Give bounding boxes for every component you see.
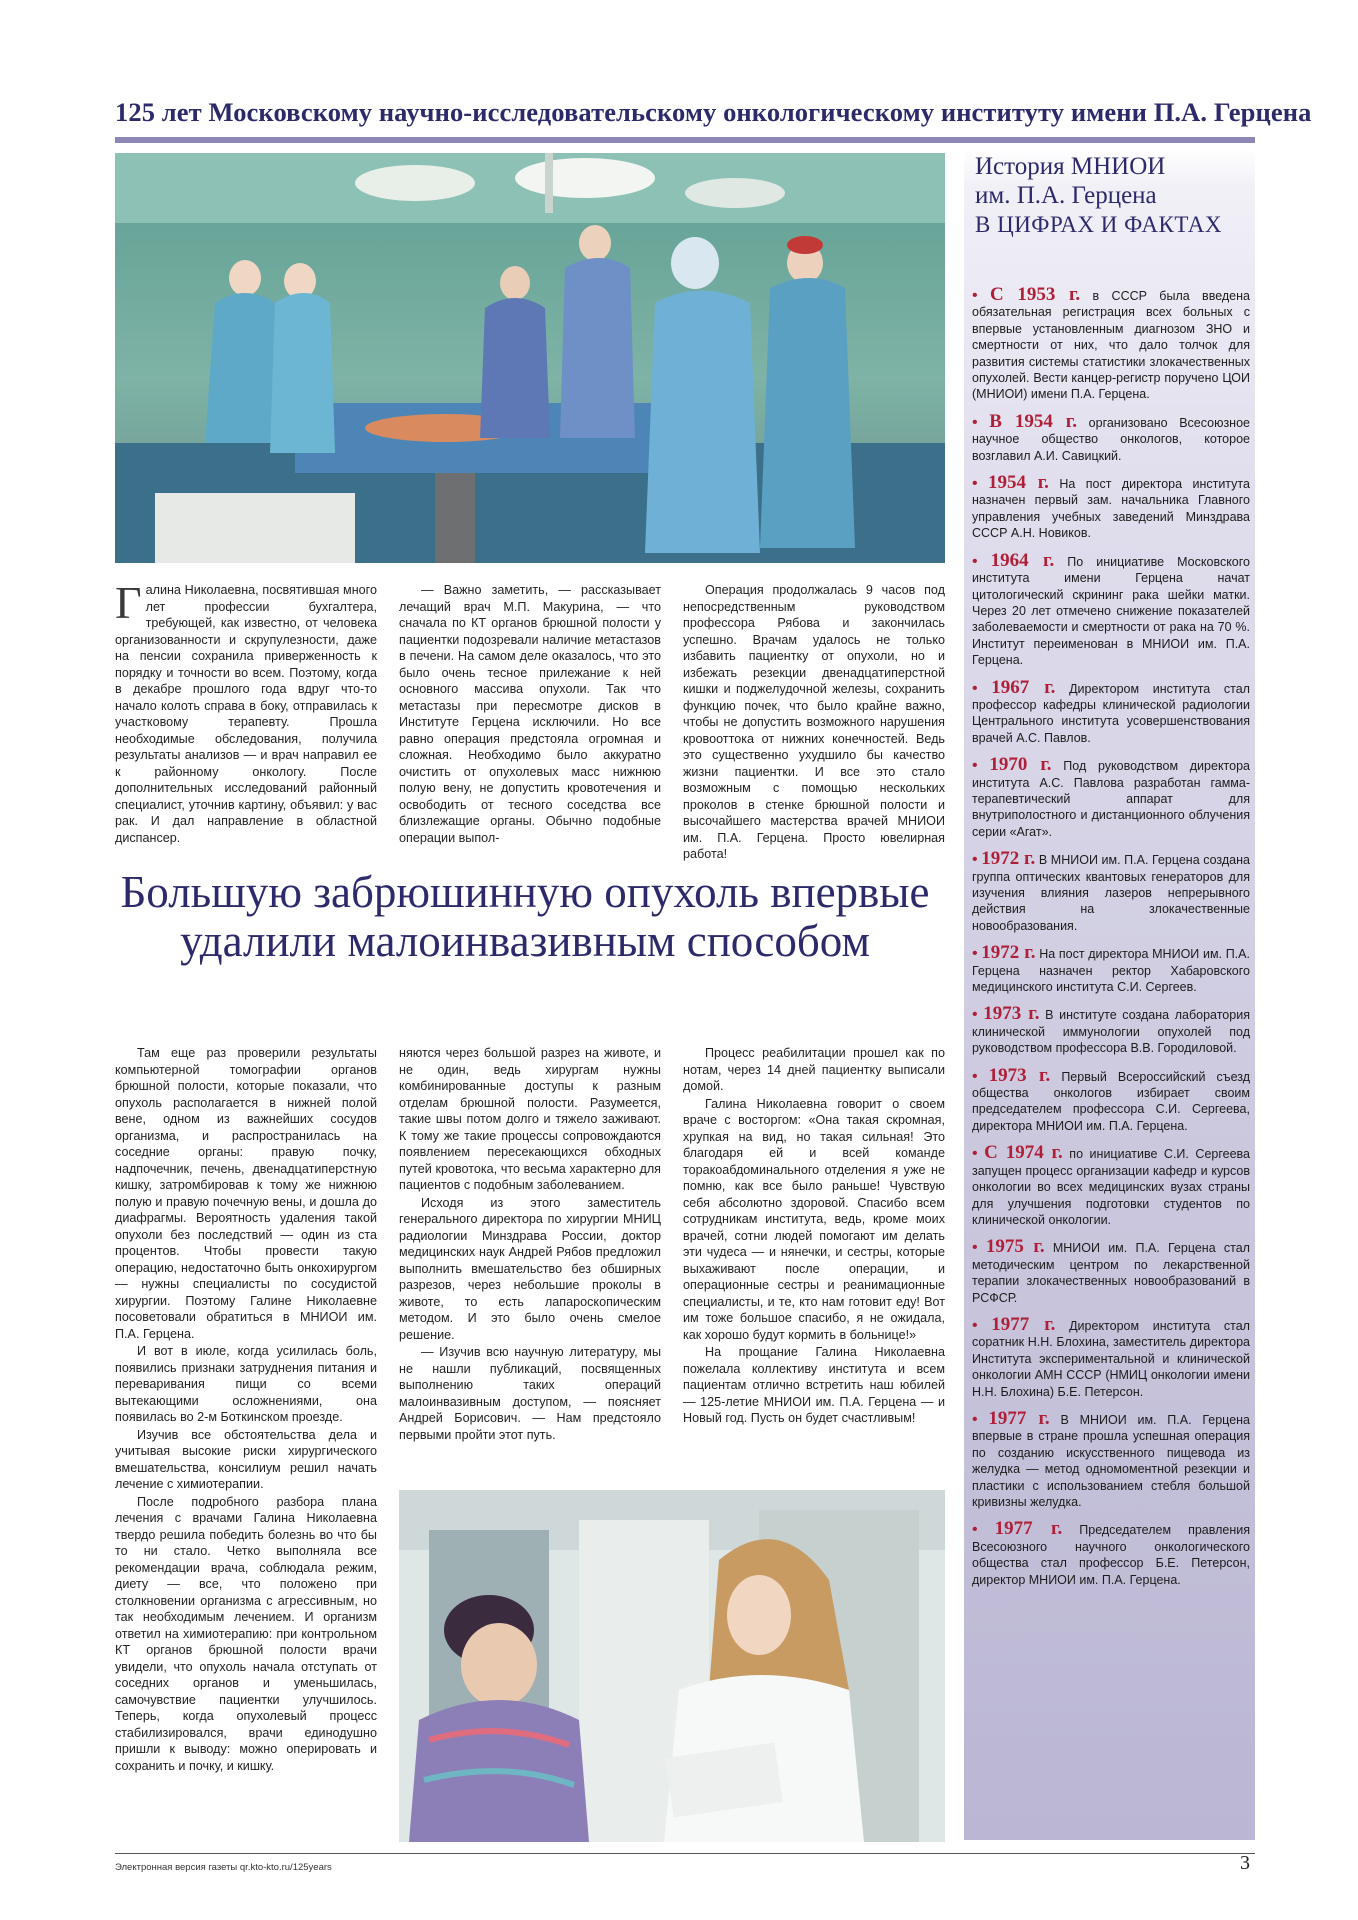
header-rule	[115, 137, 1255, 143]
fact-year: 1970 г.	[989, 754, 1052, 776]
fact-text: В институте создана лаборатория клинической иммунологии опухолей под руководством профессора В.В. Городиловой.	[972, 1008, 1250, 1056]
fact-year: 1972 г.	[981, 942, 1036, 964]
patient-doctor-photo	[399, 1490, 945, 1842]
article-paragraph: — Изучив всю научную литературу, мы не нашли публикаций, посвященных выполнению таких операций малоинвазивным доступом, — поясняет Андрей Борисович. — Нам предстояло первыми пройти этот путь.	[399, 1345, 661, 1442]
fact-text: Под руководством директора института А.С. Павлова разработан гамма-терапевтический аппарат для внутриполостного и дистанционного облучения серии «Агат».	[972, 759, 1250, 839]
sidebar-title-line-3: В ЦИФРАХ И ФАКТАХ	[975, 212, 1222, 237]
fact-text: Директором института стал соратник Н.Н. Блохина, заместитель директора Института экспериментальной и клинической онкологии АМН СССР (НМИЦ онкологии имени Н.Н. Блохина) Б.Е. Петерсон.	[972, 1318, 1250, 1399]
fact-text: Первый Всероссийский съезд общества онкологов избирает своим председателем профессора С.И. Сергеева, директора МНИОИ им. П.А. Герцена.	[972, 1069, 1250, 1133]
article-top-col1-text: алина Николаевна, посвятившая много лет профессии бухгалтера, требующей, как известно, от человека организованности и скрупулезности, даже на пенсии сохранила приверженность к порядку и точности во всем. Поэтому, когда в декабре прошлого года вдруг что-то начало колоть справа в боку, отправилась к участковому терапевту. Прошла необходимые обследования, получила результаты анализов — и врач направил ее к районному онкологу. После дополнительных исследований районный специалист, уточнив картину, объявил: у вас рак. И дал направление в областной диспансер.	[115, 583, 377, 845]
sidebar-title-line-2: им. П.А. Герцена	[975, 182, 1157, 209]
fact-text: В МНИОИ им. П.А. Герцена создана группа оптических квантовых генераторов для изучения влияния лазеров непрерывного действия на злокачественные новообразования.	[972, 853, 1250, 933]
article-paragraph: Исходя из этого заместитель генерального директора по хирургии МНИЦ радиологии Минздрава России, доктор медицинских наук Андрей Рябов предложил выполнить вмешательство без обширных разрезов, через небольшие проколы в животе, то есть лапароскопическим методом. И это было очень смелое решение.	[399, 1195, 661, 1342]
bullet-icon: •	[972, 1067, 978, 1085]
bullet-icon: •	[972, 851, 978, 869]
fact-item	[972, 472, 1250, 542]
fact-year: С 1953 г.	[989, 284, 1081, 305]
bullet-icon: •	[972, 1239, 978, 1257]
article-top-col3-text: Операция продолжалась 9 часов под непосредственным руководством профессора Рябова и закончилась успешно. Врачам удалось не только избавить пациентку от опухоли, но и избежать резекции двенадцатиперстной кишки и поджелудочной железы, сохранить функцию почек, что было крайне важно, чтобы не допустить возможного нарушения кровооттока от нижних конечностей. Ведь это существенно ухудшило бы качество жизни пациентки. И все это стало возможным с помощью нескольких проколов в стенке брюшной полости и высочайшего мастерства врачей МНИОИ им. П.А. Герцена. Просто ювелирная работа!	[683, 583, 945, 861]
article-top-col2-text: — Важно заметить, — рассказывает лечащий врач М.П. Макурина, — что сначала по КТ органов брюшной полости у пациентки подозревали наличие метастазов в печени. На самом деле оказалось, что это было очень тесное прилежание к ней основного массива опухоли. Так что метастазы при пересмотре дисков в Институте Герцена исключили. Но все равно операция предстояла огромная и сложная. Необходимо было аккуратно очистить от опухолевых масс нижнюю полую вену, не допустить кровотечения и освободить от тесного соседства все близлежащие органы. Обычно подобные операции выпол-	[399, 583, 661, 845]
sidebar-title	[975, 152, 1255, 239]
facts-list	[972, 284, 1250, 1599]
article-paragraph: И вот в июле, когда усилилась боль, появились признаки затруднения питания и переваривания пищи со всеми вытекающими осложнениями, она появилась во 2-м Боткинском проезде.	[115, 1344, 377, 1424]
fact-item	[972, 1236, 1250, 1306]
surgery-photo	[115, 153, 945, 563]
drop-cap: Г	[115, 577, 142, 628]
fact-item	[972, 848, 1250, 934]
sidebar-title-line-1: История МНИОИ	[975, 153, 1166, 180]
fact-item	[972, 942, 1250, 995]
fact-year: 1967 г.	[991, 676, 1056, 698]
bullet-icon: •	[972, 287, 978, 304]
fact-text: по инициативе С.И. Сергеева запущен процесс организации кафедр и курсов онкологии во всех медицинских вузах страны для улучшения подготовки студентов по клинической онкологии.	[972, 1147, 1250, 1227]
page-header-title: 125 лет Московскому научно-исследовательскому онкологическому институту имени П.А. Герцена	[115, 97, 1312, 127]
fact-year: 1964 г.	[990, 549, 1055, 571]
fact-item	[972, 1003, 1250, 1056]
fact-year: 1973 г.	[983, 1003, 1040, 1025]
fact-text: Председателем правления Всесоюзного научного онкологического общества стал профессор Б.Е. Петерсон, директор МНИОИ им. П.А. Герцена.	[972, 1523, 1250, 1587]
article-paragraph: няются через большой разрез на животе, и не один, ведь хирургам нужны комбинированные доступы к разным отделам брюшной полости. Разумеется, такие швы потом долго и тяжело заживают. К тому же такие процессы сопровождаются появлением пересекающихся обходных путей кровотока, что весьма характерно для пациентов с подобным заболеванием.	[399, 1046, 661, 1192]
fact-text: организовано Всесоюзное научное общество онкологов, которое возглавил А.И. Савицкий.	[972, 415, 1250, 463]
article-top-column-3	[683, 582, 945, 863]
bullet-icon: •	[972, 945, 978, 963]
fact-year: 1977 г.	[994, 1518, 1063, 1540]
article-paragraph: Там еще раз проверили результаты компьютерной томографии органов брюшной полости, которые показали, что опухоль располагается в нижней полой вене, одном из важнейших сосудов организма, и распространилась на соседние органы: правую почку, надпочечник, печень, двенадцатиперстную кишку, затромбировав к тому же нижнюю полую и правую почечную вены, и дошла до диафрагмы. Вероятность удаления такой опухоли без последствий — один из ста процентов. Чтобы провести такую операцию, недостаточно быть онкохирургом — нужны специалисты по сосудистой хирургии. Поэтому Галине Николаевне посоветовали обратиться в МНИОИ им. П.А. Герцена.	[115, 1046, 377, 1341]
fact-year: В 1954 г.	[989, 410, 1078, 432]
bullet-icon: •	[972, 1521, 978, 1539]
fact-year: 1975 г.	[985, 1236, 1045, 1258]
fact-item	[972, 1313, 1250, 1400]
fact-item	[972, 284, 1250, 403]
bullet-icon: •	[972, 679, 978, 697]
fact-year: 1977 г.	[988, 1407, 1050, 1429]
fact-item	[972, 1518, 1250, 1588]
fact-item	[972, 754, 1250, 840]
article-paragraph: Процесс реабилитации прошел как по нотам, через 14 дней пациентку выписали домой.	[683, 1046, 945, 1093]
bullet-icon: •	[972, 757, 978, 775]
bullet-icon: •	[972, 475, 978, 493]
fact-item	[972, 1142, 1250, 1228]
article-headline: Большую забрюшинную опухоль впервые удалили малоинвазивным способом	[120, 867, 930, 966]
fact-year: 1973 г.	[988, 1064, 1051, 1086]
article-paragraph: После подробного разбора плана лечения с врачами Галина Николаевна твердо решила победить болезнь во что бы то ни стало. Четко выполняла все рекомендации врача, соблюдала режим, диету — все, что положено при столкновении организма с агрессивным, но так необходимым лечением. И организм ответил на химиотерапию: при контрольном КТ органов брюшной полости врачи увидели, что опухоль начала отступать от соседних органов и уменьшилась, самочувствие пациентки улучшилось. Теперь, когда опухолевый процесс стабилизировался, врачи единодушно пришли к выводу: можно оперировать и сохранить и почку, и кишку.	[115, 1494, 377, 1773]
fact-item	[972, 410, 1250, 464]
article-paragraph: Изучив все обстоятельства дела и учитывая высокие риски хирургического вмешательства, консилиум решил начать лечение с химиотерапии.	[115, 1427, 377, 1491]
article-bottom-column-3	[683, 1045, 945, 1427]
fact-text: На пост директора института назначен первый зам. начальника Главного управления учебных заведений Минздрава СССР А.Н. Новиков.	[972, 477, 1250, 541]
footer-rule	[115, 1853, 1255, 1854]
article-bottom-column-1	[115, 1045, 377, 1774]
bullet-icon: •	[972, 1006, 978, 1024]
fact-text: МНИОИ им. П.А. Герцена стал методическим центром по лекарственной терапии злокачественных новообразований в РСФСР.	[972, 1241, 1250, 1305]
fact-item	[972, 1064, 1250, 1135]
article-top-column-1	[115, 577, 377, 846]
article-paragraph: На прощание Галина Николаевна пожелала коллективу института и всем пациентам отлично встретить наш юбилей — 125-летие МНИОИ им. П.А. Герцена — и Новый год. Пусть он будет счастливым!	[683, 1345, 945, 1425]
fact-year: С 1974 г.	[984, 1142, 1063, 1164]
fact-year: 1954 г.	[988, 472, 1049, 494]
bullet-icon: •	[972, 1316, 978, 1334]
article-top-column-2	[399, 582, 661, 846]
fact-item	[972, 1407, 1250, 1510]
fact-item	[972, 549, 1250, 669]
fact-text: Директором института стал профессор кафедры клинической радиологии Центрального института усовершенствования врачей А.С. Павлов.	[972, 681, 1250, 745]
fact-text: В МНИОИ им. П.А. Герцена впервые в стране прошла успешная операция по созданию искусственного пищевода из желудка — метод одномоментной резекции и пластики с использованием стебля большой кривизны желудка.	[972, 1412, 1250, 1509]
page-number: 3	[1240, 1852, 1250, 1874]
bullet-icon: •	[972, 413, 978, 431]
fact-text: в СССР была введена обязательная регистрация всех больных с впервые установленным диагнозом ЗНО и смертности от них, что дало толчок для развития системы статистики злокачественных опухолей. Вести канцер-регистр поручено ЦОИ (МНИОИ) имени П.А. Герцена.	[972, 289, 1250, 402]
footer-source: Электронная версия газеты qr.kto-kto.ru/125years	[115, 1862, 332, 1873]
bullet-icon: •	[972, 1410, 978, 1428]
fact-year: 1972 г.	[981, 848, 1036, 870]
bullet-icon: •	[972, 1145, 978, 1163]
fact-item	[972, 676, 1250, 747]
article-bottom-column-2	[399, 1045, 661, 1443]
bullet-icon: •	[972, 552, 978, 570]
fact-text: На пост директора МНИОИ им. П.А. Герцена назначен ректор Хабаровского медицинского института С.И. Сергеев.	[972, 947, 1250, 995]
article-paragraph: Галина Николаевна говорит о своем враче с восторгом: «Она такая скромная, хрупкая на вид, но такая сильная! Это благодаря ей и всей команде торакоабдоминального отделения я уже не помню, как все было раньше! Чувствую себя абсолютно здоровой. Спасибо всем сотрудникам института, ведь, кроме моих врачей, сотни людей помогают им делать эти чудеса — и нянечки, и сестры, которые выхаживают после операции, и операционные сестры и реанимационные специалисты, и те, кто нам готовит еду! Вот им тоже большое спасибо, я не ожидала, как хорошо будут кормить в больнице!»	[683, 1096, 945, 1342]
fact-text: По инициативе Московского института имени Герцена начат цитологический скрининг рака шейки матки. Через 20 лет отмечено снижение показателей заболеваемости и смертности от рака на 70 %. Институт переименован в МНИОИ им. П.А. Герцена.	[972, 554, 1250, 668]
fact-year: 1977 г.	[991, 1313, 1056, 1335]
